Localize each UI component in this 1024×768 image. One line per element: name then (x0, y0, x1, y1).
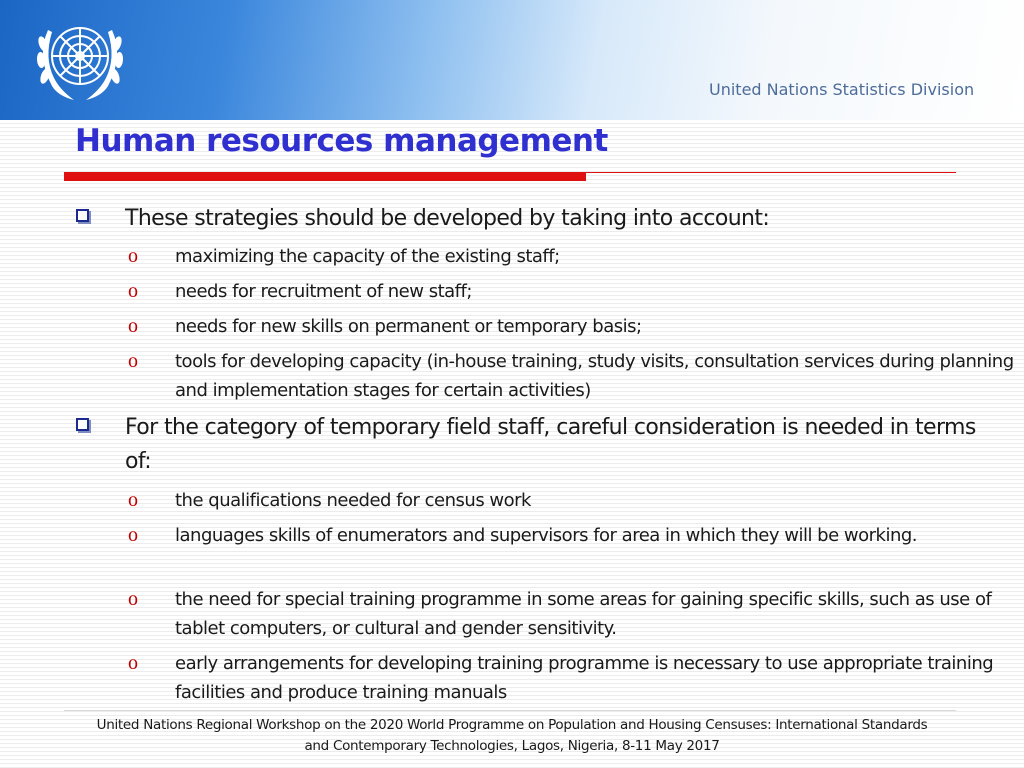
sub-bullet-text: maximizing the capacity of the existing staff; (175, 246, 560, 267)
footer-line-2: and Contemporary Technologies, Lagos, Nigeria, 8-11 May 2017 (304, 738, 720, 754)
sub-bullet (128, 486, 1020, 515)
sub-bullet-marker: o (128, 489, 138, 511)
organization-name: United Nations Statistics Division (709, 80, 975, 99)
main-bullet (76, 411, 1005, 479)
sub-bullet (128, 521, 1020, 550)
sub-bullet-marker: o (128, 588, 138, 610)
main-bullet-text: These strategies should be developed by taking into account: (125, 206, 770, 231)
sub-bullet-marker: o (128, 524, 138, 546)
main-bullet (76, 202, 1005, 236)
sub-bullet-marker: o (128, 280, 138, 302)
footer (40, 715, 984, 757)
title-underline-line (586, 172, 956, 173)
sub-bullet-text: the qualifications needed for census work (175, 490, 531, 511)
sub-bullet (128, 585, 1020, 643)
main-bullet-text: For the category of temporary field staff, careful consideration is needed in terms of: (125, 415, 976, 474)
sub-bullet-marker: o (128, 315, 138, 337)
title-underline-bar (64, 172, 586, 181)
sub-bullet-text: languages skills of enumerators and supervisors for area in which they will be working. (175, 525, 918, 546)
header-band (0, 0, 1024, 120)
sub-bullet-text: early arrangements for developing training programme is necessary to use appropriate training facilities and produce training manuals (175, 653, 994, 703)
footer-divider (64, 710, 956, 711)
sub-bullet-marker: o (128, 350, 138, 372)
sub-bullet (128, 347, 1020, 405)
sub-bullet-text: needs for recruitment of new staff; (175, 281, 472, 302)
footer-line-1: United Nations Regional Workshop on the 2020 World Programme on Population and Housing Censuses: International Standards (96, 717, 928, 733)
sub-bullet-marker: o (128, 652, 138, 674)
sub-bullet (128, 242, 1020, 271)
sub-bullet (128, 312, 1020, 341)
sub-bullet-text: tools for developing capacity (in-house training, study visits, consultation services during planning and implementation stages for certain activities) (175, 351, 1014, 401)
un-emblem-icon (30, 10, 130, 108)
sub-bullet (128, 649, 1020, 707)
sub-bullet-text: the need for special training programme in some areas for gaining specific skills, such as use of tablet computers, or cultural and gender sensitivity. (175, 589, 992, 639)
slide-title: Human resources management (75, 123, 608, 159)
sub-bullet-marker: o (128, 245, 138, 267)
sub-bullet (128, 277, 1020, 306)
sub-bullet-text: needs for new skills on permanent or temporary basis; (175, 316, 642, 337)
checkbox-bullet-icon (76, 209, 89, 222)
checkbox-bullet-icon (76, 418, 89, 431)
